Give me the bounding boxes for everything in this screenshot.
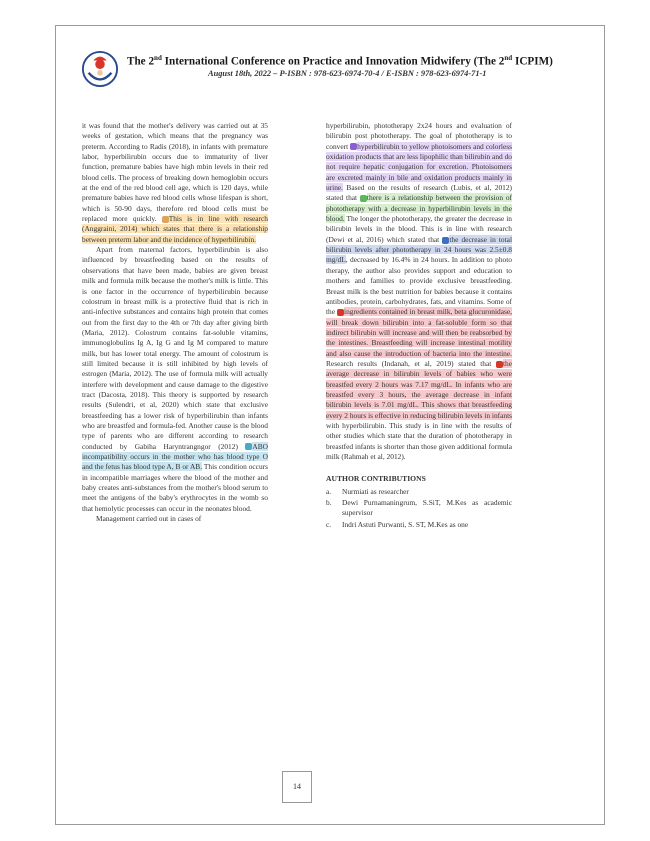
annotation-marker-icon[interactable] [162,216,169,223]
highlight-red: the average decrease in bilirubin levels of babies who were breastfed every 2 hours was 7.17 mg/dL. In infants who are breastfed every 3 hours, the average decrease in infant bilirubin levels is 7.01 mg/dL. This shows that breastfeeding every 2 hours is effective in reducing bilirubin levels in infants [326,358,512,420]
right-column [326,121,512,531]
page-number: 14 [282,771,312,803]
contributions-list [326,487,512,530]
section-heading: AUTHOR CONTRIBUTIONS [326,474,426,484]
left-paragraph-1: it was found that the mother's delivery was carried out at 35 weeks of gestation, which means that the pregnancy was preterm. According to Radis (2018), in infants with premature labor, hyperbilirubin occurs due to immaturity of liver function, premature babies have high mbin levels in their red blood cells. The process of breaking down hemoglobin occurs at the end of the red blood cell age, which is 120 days, while premature babies have red blood cells whose lifespan is short, which is 50-90 days, therefore red blood cells must be replaced more quickly. This is in line with research (Anggraini, 2014) which states that there is a relationship between preterm labor and the incidence of hyperbilirubin. [82,121,268,244]
highlight-green: there is a relationship between the provision of phototherapy with a decrease in hyperbilirubin levels in the blood. [326,193,512,224]
list-item: c. Indri Astuti Purwanti, S. ST, M.Kes as one [326,519,469,529]
highlight-yellow: This is in line with research (Anggraini, 2014) which states that there is a relationship between preterm labor and the incidence of hyperbilirubin. [82,214,268,244]
highlight-blue: the decrease in total bilirubin levels after phototherapy in 24 hours was 2.5±0.8 mg/dL [326,234,513,265]
left-paragraph-3: Management carried out in cases of [96,514,202,524]
left-paragraph-2: Apart from maternal factors, hyperbilirubin is also influenced by breastfeeding based on the results of observations that have been made, babies are given breast milk and formula milk because the mother's milk is little. This is one factor in the occurrence of hyperbilirubin because colostrum in breast milk is a protective fluid that is rich in anti-infective substances and contains high protein that comes out from the first day to the 4th or 7th day after giving birth (Maria, 2012). Colostrum contains fat-soluble vitamins, immunoglobulins Ig A, Ig G and Ig M compared to mature milk, but has lower total energy. The amount of colostrum is still limited because it is still inhibited by high levels of estrogen (Maria, 2012). The use of formula milk will actually interfere with development and cause damage to the digestive tract (Dacosta, 2018). This theory is supported by research results (Sulendri, et al, 2020) which state that exclusive breastfeeding has a lower risk of hyperbilirubin than infants who are breastfed and formula-fed. Another cause is the blood type of parents who are different according to research conducted by Gabiha Haryntrangngor (2012) ABO incompatibility occurs in the mother who has blood type O and the fetus has blood type A, B or AB. This condition occurs in incompatible marriages where the blood of the mother and baby creates anti-substances from the mother's blood serum to meet the antigens of the baby's erythrocytes in the womb so that hemolytic processes can occur in the neonates blood. [82,245,268,513]
conference-subtitle: August 18th, 2022 – P-ISBN : 978-623-6974-70-4 / E-ISBN : 978-623-6974-71-1 [208,69,487,78]
list-item: a. Nurmiati as researcher [326,486,409,496]
conference-logo-icon [81,50,119,88]
annotation-marker-icon[interactable] [496,361,503,368]
highlight-cyan: ABO incompatibility occurs in the mother who has blood type O and the fetus has blood type A, B or AB. [82,441,268,472]
right-paragraph-1: hyperbilirubin, phototherapy 2x24 hours and evaluation of bilirubin post phototherapy. The goal of phototherapy is to convert hyperbilirubin to yellow photoisomers and colorless oxidation products that are less lipophilic than bilirubin and do not require hepatic conjugation for excretion. Photoisomers are excreted mainly in bile and oxidation products mainly in urine. Based on the results of research (Lubis, et al, 2012) stated that there is a relationship between the provision of phototherapy with a decrease in hyperbilirubin levels in the blood. The longer the phototherapy, the greater the decrease in bilirubin levels in the blood. This is in line with research (Dewi et al, 2016) which stated that the decrease in total bilirubin levels after phototherapy in 24 hours was 2.5±0.8 mg/dL, decreased by 16.4% in 24 hours. In addition to photo therapy, the author also provides support and education to mothers and families to provide exclusive breastfeeding. Breast milk is the best nutrition for babies because it contains antibodies, protein, carbohydrates, fats, and vitamins. Some of the ingredients contained in breast milk, beta glucuronidase, will break down bilirubin into a fat-soluble form so that indirect bilirubin will increase and will then be reabsorbed by the intestines. Breastfeeding will increase intestinal motility and also cause the introduction of bacteria into the intestine. Research results (Indanah, et al, 2019) stated that the average decrease in bilirubin levels of babies who were breastfed every 2 hours was 7.17 mg/dL. In infants who are breastfed every 3 hours, the average decrease in infant bilirubin levels is 7.01 mg/dL. This shows that breastfeeding every 2 hours is effective in reducing bilirubin levels in infants with hyperbilirubin. This study is in line with the results of other studies which state that the duration of phototherapy in breastfed infants is shorter than those given additional formula milk (Rahmah et al, 2012). [326,121,513,461]
highlight-purple: hyperbilirubin to yellow photoisomers and colorless oxidation products that are less lipophilic than bilirubin and do not require hepatic conjugation for excretion. Photoisomers are excreted mainly in bile and oxidation products mainly in urine. [326,141,512,193]
annotation-marker-icon[interactable] [360,195,367,202]
list-item: b. Dewi Purnamaningrum, S.SiT, M.Kes as academic supervisor [326,498,512,518]
annotation-marker-icon[interactable] [337,309,344,316]
conference-title: The 2nd International Conference on Practice and Innovation Midwifery (The 2nd ICPIM) [127,54,553,68]
left-column [82,121,268,524]
highlight-red: ingredients contained in breast milk, beta glucuronidase, will break down bilirubin into a fat-soluble form so that indirect bilirubin will increase and will then be reabsorbed by the intestines. Breastfeeding will increase intestinal motility and also cause the introduction of bacteria into the intestine. [326,307,512,358]
